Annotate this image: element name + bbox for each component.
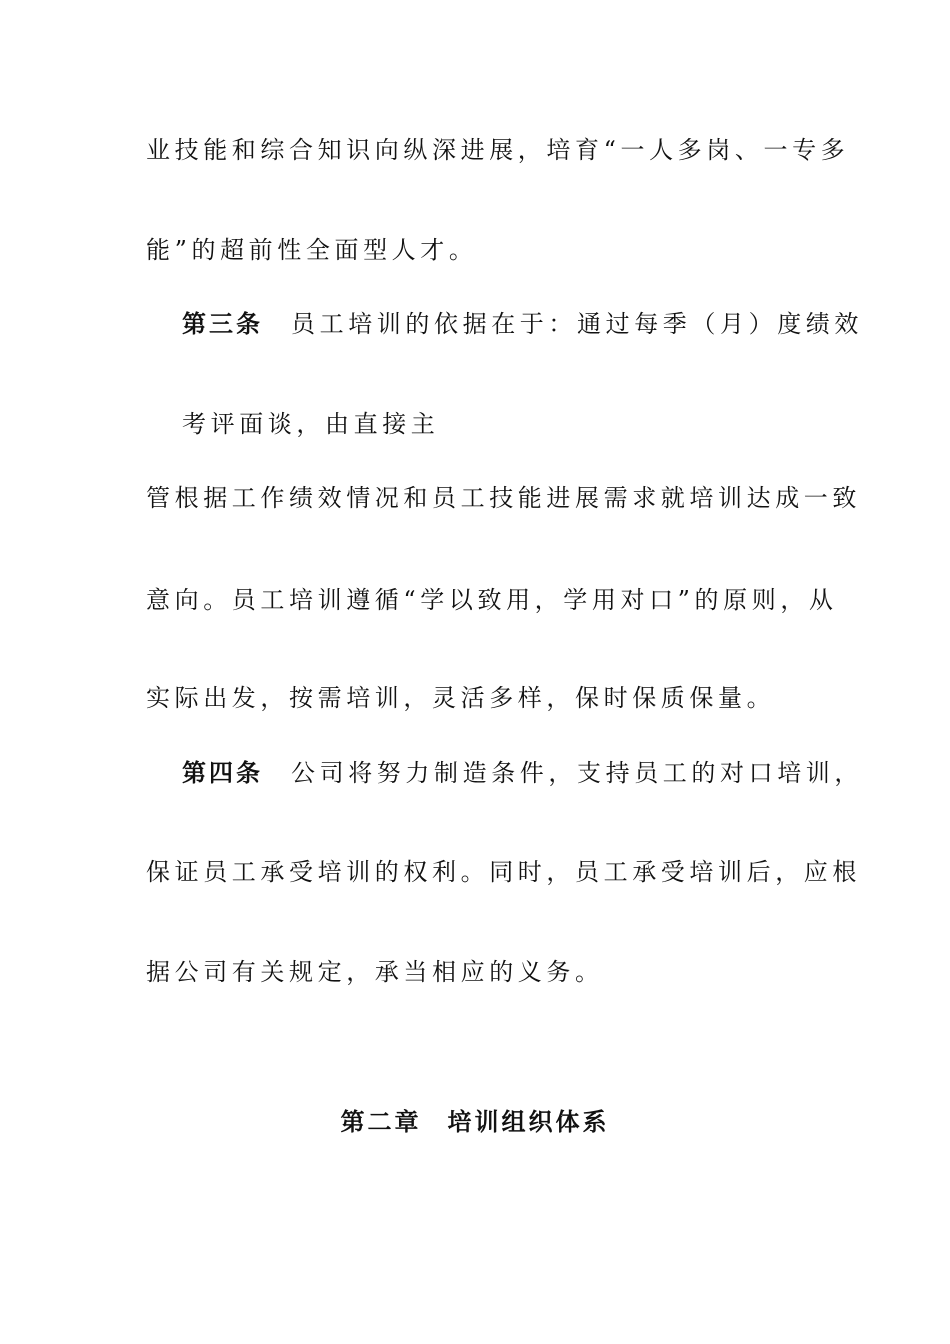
paragraph-line: 考评面谈，由直接主 bbox=[182, 410, 440, 438]
paragraph-line: 能”的超前性全面型人才。 bbox=[146, 236, 478, 264]
article-heading: 第四条 bbox=[182, 758, 263, 787]
chapter-heading bbox=[0, 1106, 950, 1138]
article-3 bbox=[182, 308, 863, 340]
paragraph-line: 实际出发，按需培训，灵活多样，保时保质保量。 bbox=[146, 684, 776, 712]
paragraph-line: 管根据工作绩效情况和员工技能进展需求就培训达成一致 bbox=[146, 484, 861, 512]
paragraph-line: 业技能和综合知识向纵深进展，培育“一人多岗、一专多 bbox=[146, 136, 850, 164]
chapter-title: 培训组织体系 bbox=[447, 1107, 610, 1136]
paragraph-line: 据公司有关规定，承当相应的义务。 bbox=[146, 958, 604, 986]
article-heading: 第三条 bbox=[182, 309, 263, 338]
paragraph-line: 意向。员工培训遵循“学以致用，学用对口”的原则，从 bbox=[146, 586, 838, 614]
article-4 bbox=[182, 757, 863, 789]
paragraph-line: 保证员工承受培训的权利。同时，员工承受培训后，应根 bbox=[146, 858, 861, 886]
article-text: 员工培训的依据在于：通过每季（月）度绩效 bbox=[291, 310, 863, 338]
chapter-number: 第二章 bbox=[340, 1107, 422, 1136]
article-text: 公司将努力制造条件，支持员工的对口培训， bbox=[291, 759, 863, 787]
